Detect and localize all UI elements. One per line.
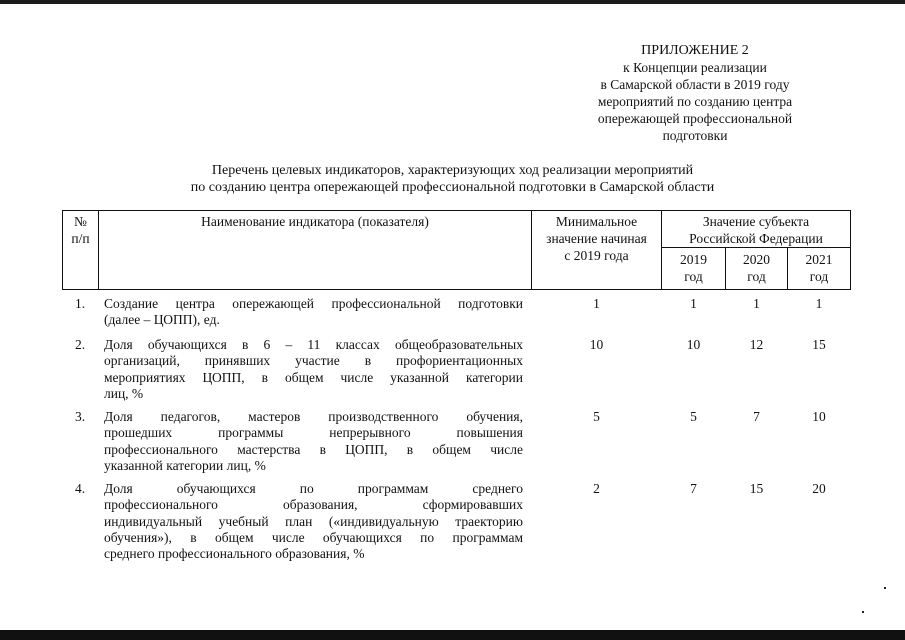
indicator-name [104,337,523,402]
appendix-line: к Концепции реализации [623,60,767,75]
header-num: № п/п [71,214,90,246]
value-2021: 20 [812,481,826,496]
subject-divider [661,247,851,248]
header-subject-value: Значение субъекта Российской Федерации [689,214,823,246]
appendix-line: опережающей профессиональной [597,111,793,126]
indicator-name-line: профессионального мастерства в ЦОПП, в общем числе [104,441,523,457]
document-title-line: Перечень целевых индикаторов, характеризующих ход реализации мероприятий [211,163,694,178]
indicator-name-line: Доля педагогов, мастеров производственного обучения, [104,409,523,424]
value-2020: 12 [749,337,764,352]
value-2020: 15 [749,481,764,496]
min-value: 10 [589,337,604,352]
min-value: 5 [593,409,600,424]
indicator-name-line: организаций, принявших участие в профориентационных [104,353,523,369]
value-2020: 7 [753,409,760,424]
value-2020: 1 [753,296,760,311]
indicator-name-line: прошедших программы непрерывного повышения [104,425,523,441]
header-top-border [62,210,851,211]
indicator-name-line: (далее – ЦОПП), ед. [104,312,220,328]
document-title [100,162,805,196]
header-bottom-border [62,289,851,290]
indicator-name [104,296,523,329]
appendix-line: мероприятий по созданию центра [597,94,793,109]
value-2019: 7 [690,481,697,496]
value-2021: 15 [812,337,826,352]
row-number: 1. [74,296,86,311]
value-2019: 10 [686,337,701,352]
indicator-name-line: обучения»), в общем числе обучающихся по программам [104,529,523,545]
scan-speck [862,611,864,613]
header-year-2019: 2019 год [680,252,707,284]
indicator-name [104,409,523,474]
scan-top-edge [0,0,905,4]
header-min-value: Минимальное значение начиная с 2019 года [546,214,647,263]
indicator-name-line: Доля обучающихся по программам среднего [104,481,523,496]
min-value: 2 [593,481,600,496]
indicator-name-line: Создание центра опережающей профессиональной подготовки [104,296,523,311]
indicator-name-line: Доля обучающихся в 6 – 11 классах общеобразовательных [104,337,523,352]
header-right-border [850,210,851,290]
value-2021: 1 [815,296,823,311]
indicator-name-line: индивидуальный учебный план («индивидуальную траекторию [104,513,523,529]
min-value: 1 [593,296,600,311]
indicator-name-line: указанной категории лиц, % [104,457,266,473]
document-title-line: по созданию центра опережающей профессиональной подготовки в Самарской области [190,180,715,195]
scan-speck [884,587,886,589]
value-2019: 5 [690,409,697,424]
scan-bottom-edge [0,630,905,640]
value-2019: 1 [690,296,697,311]
indicator-name-line: среднего профессионального образования, % [104,546,365,562]
appendix-line: в Самарской области в 2019 году [600,77,790,92]
appendix-heading [560,42,830,144]
indicator-name-line: лиц, % [104,385,144,401]
header-indicator-name: Наименование индикатора (показателя) [201,214,429,229]
value-2021: 10 [812,409,826,424]
row-number: 3. [74,409,86,424]
appendix-title: ПРИЛОЖЕНИЕ 2 [641,43,749,58]
indicator-name-line: мероприятиях ЦОПП, в общем числе указанной категории [104,369,523,385]
indicator-name [104,481,523,562]
header-year-2021: 2021 год [805,252,833,284]
row-number: 2. [74,337,86,352]
indicator-name-line: профессионального образования, сформировавших [104,497,523,513]
appendix-line: подготовки [662,128,728,143]
row-number: 4. [74,481,86,496]
table-header [62,210,851,290]
header-year-2020: 2020 год [743,252,770,284]
